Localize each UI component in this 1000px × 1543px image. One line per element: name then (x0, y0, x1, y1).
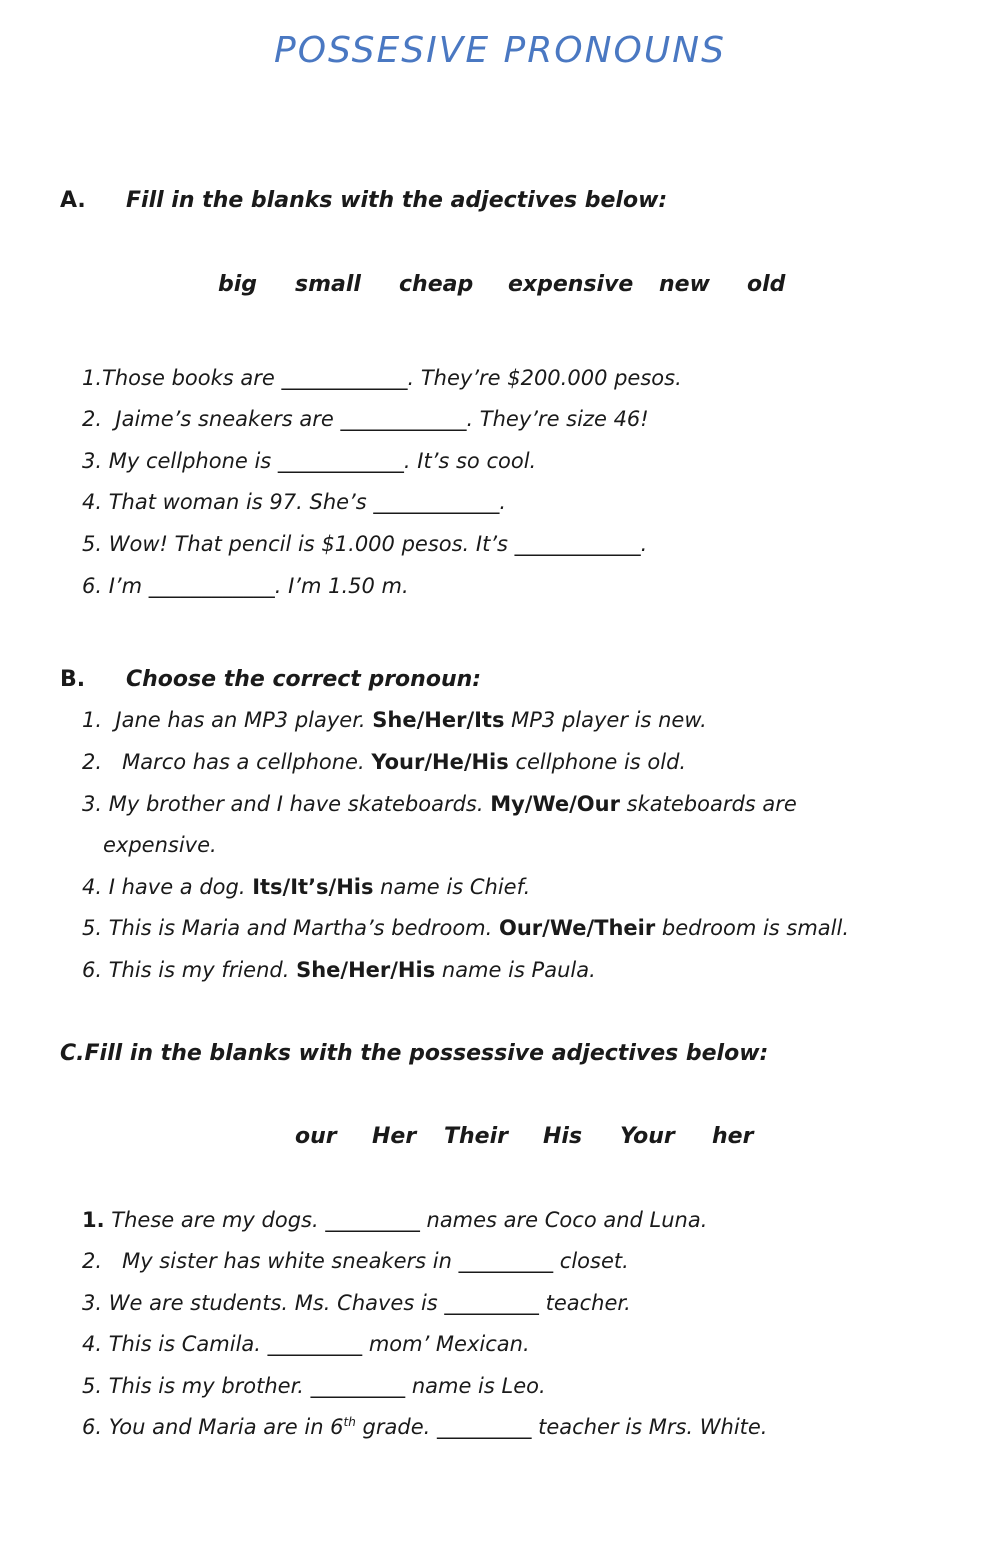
word-bank-item: big (218, 272, 258, 297)
item-number: 5. (82, 532, 103, 556)
item-text: You and Maria are in 6 (102, 1415, 344, 1439)
item-text: These are my dogs. (104, 1208, 326, 1232)
section-b-heading-text: Choose the correct pronoun: (126, 667, 482, 692)
answer-blank[interactable]: _________ (325, 1208, 420, 1232)
item-text: grade. (355, 1415, 437, 1439)
item-number: 2. (82, 750, 103, 774)
item-text: I’m (102, 574, 149, 598)
exercise-c-item-3 (82, 1291, 631, 1315)
item-number: 4. (82, 490, 103, 514)
section-b-letter: B. (60, 667, 86, 692)
item-text: . (499, 490, 507, 514)
item-text: This is my brother. (102, 1374, 311, 1398)
exercise-a-item-6 (82, 574, 409, 598)
item-text: names are Coco and Luna. (419, 1208, 708, 1232)
item-text: teacher. (538, 1291, 631, 1315)
item-text: This is Maria and Martha’s bedroom. (102, 916, 499, 940)
page-title: POSSESIVE PRONOUNS (274, 30, 726, 71)
exercise-c-item-5 (82, 1374, 546, 1398)
word-bank-c (295, 1124, 753, 1149)
section-b-heading (60, 667, 481, 692)
exercise-a-item-5 (82, 532, 647, 556)
answer-blank[interactable]: ____________ (373, 490, 500, 514)
word-bank-item: small (295, 272, 361, 297)
answer-blank[interactable]: ____________ (277, 449, 404, 473)
section-a-heading (60, 188, 667, 213)
item-text: This is Camila. (102, 1332, 268, 1356)
exercise-b-item-5 (82, 916, 849, 940)
answer-blank[interactable]: ____________ (340, 407, 467, 431)
item-text: . It’s so cool. (403, 449, 537, 473)
item-text: name is Leo. (405, 1374, 546, 1398)
exercise-c-item-2 (82, 1249, 629, 1273)
word-bank-item: Your (620, 1124, 675, 1149)
item-text: Jane has an MP3 player. (102, 708, 373, 732)
section-c-heading (60, 1041, 768, 1066)
item-text: That woman is 97. She’s (102, 490, 374, 514)
answer-blank[interactable]: ____________ (148, 574, 275, 598)
word-bank-item: cheap (399, 272, 474, 297)
pronoun-choice[interactable]: Its/It’s/His (252, 875, 374, 899)
item-text: closet. (553, 1249, 629, 1273)
word-bank-item: new (659, 272, 710, 297)
word-bank-item: Their (444, 1124, 508, 1149)
word-bank-item: old (747, 272, 786, 297)
item-number: 3. (82, 1291, 103, 1315)
item-text: teacher is Mrs. White. (531, 1415, 768, 1439)
item-number: 5. (82, 916, 103, 940)
pronoun-choice[interactable]: She/Her/Its (372, 708, 505, 732)
item-text: . They’re size 46! (466, 407, 649, 431)
item-text: I have a dog. (102, 875, 253, 899)
item-number: 6. (82, 1415, 103, 1439)
item-text: MP3 player is new. (504, 708, 707, 732)
item-text: My brother and I have skateboards. (102, 792, 491, 816)
word-bank-a (218, 272, 785, 297)
word-bank-item: Her (372, 1124, 417, 1149)
pronoun-choice[interactable]: She/Her/His (296, 958, 436, 982)
item-text: Those books are (102, 366, 282, 390)
word-bank-item: her (712, 1124, 754, 1149)
item-number: 1. (82, 1208, 105, 1232)
ordinal-suffix: th (343, 1415, 356, 1429)
item-text: Marco has a cellphone. (102, 750, 372, 774)
answer-blank[interactable]: ____________ (514, 532, 641, 556)
exercise-b-item-6 (82, 958, 596, 982)
exercise-b-item-2 (82, 750, 686, 774)
answer-blank[interactable]: _________ (458, 1249, 554, 1273)
item-number: 4. (82, 1332, 103, 1356)
word-bank-item: expensive (508, 272, 634, 297)
exercise-b-item-1 (82, 708, 707, 732)
item-number: 2. (82, 1249, 103, 1273)
item-number: 1. (82, 708, 103, 732)
item-continuation: expensive. (103, 833, 217, 857)
item-text: mom’ Mexican. (362, 1332, 530, 1356)
word-bank-item: His (543, 1124, 583, 1149)
item-text: name is Paula. (435, 958, 596, 982)
exercise-a-item-1 (82, 366, 682, 390)
exercise-c-item-1 (82, 1208, 707, 1232)
item-text: skateboards are (619, 792, 797, 816)
exercise-a-item-3 (82, 449, 536, 473)
answer-blank[interactable]: _________ (444, 1291, 539, 1315)
exercise-b-item-4 (82, 875, 530, 899)
answer-blank[interactable]: _________ (436, 1415, 532, 1439)
item-text: . They’re $200.000 pesos. (407, 366, 682, 390)
exercise-c-item-4 (82, 1332, 530, 1356)
answer-blank[interactable]: _________ (310, 1374, 406, 1398)
item-text: My cellphone is (102, 449, 278, 473)
exercise-a-item-4 (82, 490, 506, 514)
item-number: 4. (82, 875, 103, 899)
item-text: Jaime’s sneakers are (102, 407, 341, 431)
word-bank-item: our (295, 1124, 337, 1149)
section-a-heading-text: Fill in the blanks with the adjectives below: (126, 188, 668, 213)
item-number: 6. (82, 958, 103, 982)
item-number: 1. (82, 366, 103, 390)
section-a-letter: A. (60, 188, 86, 213)
exercise-a-item-2 (82, 407, 649, 431)
answer-blank[interactable]: _________ (267, 1332, 363, 1356)
item-text: cellphone is old. (508, 750, 687, 774)
pronoun-choice[interactable]: Our/We/Their (499, 916, 656, 940)
item-text: We are students. Ms. Chaves is (102, 1291, 445, 1315)
item-number: 6. (82, 574, 103, 598)
item-text: bedroom is small. (655, 916, 850, 940)
item-text: . (640, 532, 648, 556)
item-number: 2. (82, 407, 103, 431)
exercise-c-item-6 (82, 1415, 767, 1439)
exercise-b-item-3 (82, 792, 797, 816)
pronoun-choice[interactable]: My/We/Our (490, 792, 620, 816)
item-text: This is my friend. (102, 958, 297, 982)
pronoun-choice[interactable]: Your/He/His (371, 750, 509, 774)
section-c-heading-text: C.Fill in the blanks with the possessive adjectives below: (60, 1041, 769, 1066)
item-number: 5. (82, 1374, 103, 1398)
answer-blank[interactable]: ____________ (281, 366, 408, 390)
item-text: . I’m 1.50 m. (274, 574, 409, 598)
item-text: name is Chief. (373, 875, 531, 899)
item-number: 3. (82, 449, 103, 473)
item-text: My sister has white sneakers in (102, 1249, 459, 1273)
item-number: 3. (82, 792, 103, 816)
item-text: Wow! That pencil is $1.000 pesos. It’s (102, 532, 515, 556)
